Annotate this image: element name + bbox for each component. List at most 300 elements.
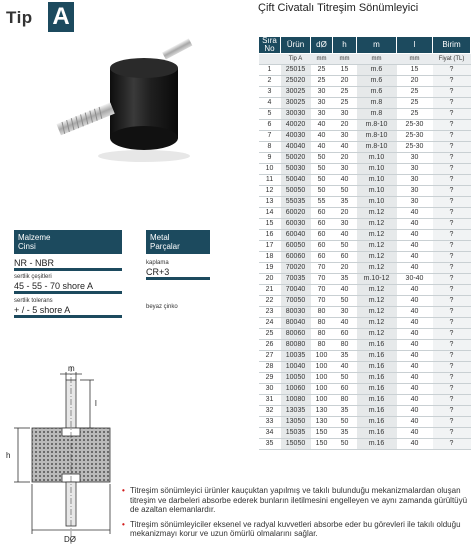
cell-d: 70: [311, 285, 333, 296]
cell-d: 100: [311, 373, 333, 384]
material-type: NR - NBR: [14, 258, 54, 268]
cell-d: 80: [311, 329, 333, 340]
tip-badge: A: [48, 2, 74, 32]
unit-no: [259, 54, 281, 65]
metal-coating-label: kaplama: [146, 260, 169, 266]
note-text: Titreşim sönümleyiciler eksenel ve radyal kuvvetleri absorbe eder bu görevleri ile takılı olduğu mekanizmayı korur ve uzun ömürlü olmalarını sağlar.: [130, 519, 461, 538]
table-row: [259, 76, 471, 87]
cell-d: 130: [311, 417, 333, 428]
cell-h: 35: [333, 406, 357, 417]
cell-h: 60: [333, 252, 357, 263]
table-row: [259, 296, 471, 307]
cell-d: 60: [311, 219, 333, 230]
cell-m: m.16: [357, 439, 397, 450]
cell-m: m.10: [357, 197, 397, 208]
table-row: [259, 329, 471, 340]
product-photo: [48, 38, 208, 188]
cell-h: 30: [333, 131, 357, 142]
cell-h: 15: [333, 65, 357, 76]
cell-d: 80: [311, 307, 333, 318]
cell-l: 40: [397, 362, 433, 373]
cell-m: m.16: [357, 373, 397, 384]
cell-l: 15: [397, 65, 433, 76]
header-price: Birim: [433, 37, 471, 54]
cell-no: 7: [259, 131, 281, 142]
cell-d: 150: [311, 439, 333, 450]
technical-drawing: [2, 362, 124, 552]
material-hardness-label: sertlik çeşitleri: [14, 274, 52, 280]
cell-l: 25-30: [397, 142, 433, 153]
cell-price: ?: [433, 175, 471, 186]
cell-code: 60020: [281, 208, 311, 219]
cell-m: m.12: [357, 230, 397, 241]
cell-code: 25020: [281, 76, 311, 87]
cell-h: 40: [333, 362, 357, 373]
cell-m: m.12: [357, 208, 397, 219]
cell-code: 40030: [281, 131, 311, 142]
cell-no: 32: [259, 406, 281, 417]
table-row: [259, 142, 471, 153]
cell-l: 40: [397, 318, 433, 329]
cell-h: 35: [333, 274, 357, 285]
cell-code: 15050: [281, 439, 311, 450]
cell-price: ?: [433, 230, 471, 241]
cell-m: m.16: [357, 362, 397, 373]
cell-price: ?: [433, 120, 471, 131]
cell-price: ?: [433, 362, 471, 373]
cell-m: m.6: [357, 87, 397, 98]
notes: [122, 486, 472, 544]
cell-d: 60: [311, 252, 333, 263]
cell-price: ?: [433, 417, 471, 428]
cell-code: 55035: [281, 197, 311, 208]
cell-no: 26: [259, 340, 281, 351]
cell-price: ?: [433, 109, 471, 120]
cell-d: 100: [311, 351, 333, 362]
cell-d: 70: [311, 263, 333, 274]
cell-l: 40: [397, 296, 433, 307]
cell-l: 25: [397, 109, 433, 120]
table-row: [259, 263, 471, 274]
table-row: [259, 153, 471, 164]
cell-no: 31: [259, 395, 281, 406]
table-row: [259, 197, 471, 208]
cell-code: 80030: [281, 307, 311, 318]
cell-code: 30025: [281, 98, 311, 109]
cell-h: 35: [333, 351, 357, 362]
cell-l: 40: [397, 230, 433, 241]
cell-m: m.10-12: [357, 274, 397, 285]
metal-coating-row: [146, 260, 210, 280]
cell-price: ?: [433, 373, 471, 384]
cell-code: 50030: [281, 164, 311, 175]
material-tolerance-row: [14, 298, 122, 318]
cell-l: 40: [397, 351, 433, 362]
cell-l: 40: [397, 263, 433, 274]
material-hardness: 45 - 55 - 70 shore A: [14, 281, 94, 291]
cell-h: 35: [333, 197, 357, 208]
cell-code: 70040: [281, 285, 311, 296]
cell-h: 40: [333, 142, 357, 153]
cell-m: m.8-10: [357, 142, 397, 153]
cell-h: 40: [333, 285, 357, 296]
unit-m: mm: [357, 54, 397, 65]
cell-code: 25015: [281, 65, 311, 76]
table-row: [259, 340, 471, 351]
table-row: [259, 120, 471, 131]
cell-d: 60: [311, 241, 333, 252]
cell-h: 60: [333, 384, 357, 395]
cell-h: 40: [333, 175, 357, 186]
cell-l: 40: [397, 252, 433, 263]
table-row: [259, 428, 471, 439]
cell-m: m.16: [357, 406, 397, 417]
material-hardness-row: [14, 274, 122, 294]
material-header-line2: Cinsi: [18, 242, 36, 251]
cell-code: 40020: [281, 120, 311, 131]
cell-m: m.16: [357, 340, 397, 351]
cell-d: 60: [311, 230, 333, 241]
unit-code: Tip A: [281, 54, 311, 65]
cell-no: 28: [259, 362, 281, 373]
cell-code: 60030: [281, 219, 311, 230]
cell-m: m.12: [357, 329, 397, 340]
table-row: [259, 109, 471, 120]
cell-d: 25: [311, 76, 333, 87]
table-row: [259, 406, 471, 417]
cell-price: ?: [433, 142, 471, 153]
cell-h: 50: [333, 296, 357, 307]
cell-m: m.8: [357, 109, 397, 120]
cell-price: ?: [433, 406, 471, 417]
table-row: [259, 87, 471, 98]
cell-price: ?: [433, 351, 471, 362]
cell-no: 12: [259, 186, 281, 197]
cell-d: 25: [311, 65, 333, 76]
cell-h: 50: [333, 241, 357, 252]
cell-h: 20: [333, 76, 357, 87]
table-row: [259, 285, 471, 296]
cell-m: m.6: [357, 65, 397, 76]
unit-d: mm: [311, 54, 333, 65]
cell-h: 25: [333, 87, 357, 98]
cell-code: 10040: [281, 362, 311, 373]
unit-price: Fiyat (TL): [433, 54, 471, 65]
cell-d: 100: [311, 384, 333, 395]
cell-l: 25-30: [397, 120, 433, 131]
table-row: [259, 131, 471, 142]
cell-d: 40: [311, 131, 333, 142]
cell-l: 40: [397, 285, 433, 296]
cell-h: 50: [333, 439, 357, 450]
cell-h: 40: [333, 230, 357, 241]
cell-code: 70050: [281, 296, 311, 307]
cell-m: m.10: [357, 186, 397, 197]
cell-no: 34: [259, 428, 281, 439]
cell-d: 130: [311, 406, 333, 417]
table-row: [259, 65, 471, 76]
bullet-icon: •: [122, 486, 125, 495]
cell-h: 35: [333, 428, 357, 439]
cell-price: ?: [433, 384, 471, 395]
note-text: Titreşim sönümleyici ürünler kauçuktan yapılmış ve takılı bulunduğu mekanizmalardan oluşan titreşim ve darbeleri absorbe ederek bunların iletilmesini engelleyen ve aynı zamanda gürültüyü de azaltan elemanlardır.: [130, 486, 468, 514]
cell-price: ?: [433, 153, 471, 164]
cell-m: m.12: [357, 263, 397, 274]
cell-d: 50: [311, 153, 333, 164]
metal-header-line1: Metal: [150, 233, 170, 242]
metal-header: [146, 230, 210, 254]
cell-l: 40: [397, 417, 433, 428]
cell-l: 30: [397, 164, 433, 175]
table-row: [259, 439, 471, 450]
unit-l: mm: [397, 54, 433, 65]
cell-no: 35: [259, 439, 281, 450]
cell-m: m.8: [357, 98, 397, 109]
cell-no: 20: [259, 274, 281, 285]
drawing-label-m: m: [68, 364, 75, 373]
cell-no: 5: [259, 109, 281, 120]
cell-m: m.16: [357, 417, 397, 428]
cell-l: 40: [397, 340, 433, 351]
cell-no: 1: [259, 65, 281, 76]
cell-price: ?: [433, 131, 471, 142]
header-m: m: [357, 37, 397, 54]
cell-l: 40: [397, 428, 433, 439]
cell-no: 21: [259, 285, 281, 296]
cell-m: m.12: [357, 318, 397, 329]
cell-d: 50: [311, 186, 333, 197]
cell-code: 10035: [281, 351, 311, 362]
cell-price: ?: [433, 428, 471, 439]
cell-m: m.12: [357, 285, 397, 296]
cell-h: 30: [333, 109, 357, 120]
cell-h: 25: [333, 98, 357, 109]
cell-h: 20: [333, 263, 357, 274]
cell-h: 30: [333, 219, 357, 230]
drawing-label-h: h: [6, 451, 11, 460]
cell-no: 24: [259, 318, 281, 329]
cell-l: 30: [397, 197, 433, 208]
cell-h: 40: [333, 318, 357, 329]
cell-no: 6: [259, 120, 281, 131]
material-tolerance: + / - 5 shore A: [14, 305, 71, 315]
cell-l: 40: [397, 439, 433, 450]
cell-m: m.16: [357, 351, 397, 362]
cell-h: 50: [333, 186, 357, 197]
cell-l: 25: [397, 87, 433, 98]
cell-no: 8: [259, 142, 281, 153]
cell-price: ?: [433, 98, 471, 109]
cell-code: 10050: [281, 373, 311, 384]
cell-price: ?: [433, 208, 471, 219]
table-row: [259, 164, 471, 175]
cell-l: 30: [397, 153, 433, 164]
cell-m: m.10: [357, 153, 397, 164]
page-title: Çift Civatalı Titreşim Sönümleyici: [258, 2, 419, 14]
header-no: Sıra No: [259, 37, 281, 54]
material-header: [14, 230, 122, 254]
cell-d: 30: [311, 109, 333, 120]
cell-l: 30-40: [397, 274, 433, 285]
table-row: [259, 318, 471, 329]
cell-price: ?: [433, 340, 471, 351]
table-row: [259, 351, 471, 362]
table-unit-row: [259, 54, 471, 65]
table-row: [259, 373, 471, 384]
cell-l: 40: [397, 219, 433, 230]
cell-no: 13: [259, 197, 281, 208]
cell-h: 50: [333, 417, 357, 428]
cell-l: 40: [397, 395, 433, 406]
cell-price: ?: [433, 307, 471, 318]
cell-l: 40: [397, 208, 433, 219]
cell-no: 17: [259, 241, 281, 252]
cell-price: ?: [433, 219, 471, 230]
unit-h: mm: [333, 54, 357, 65]
table-row: [259, 208, 471, 219]
cell-m: m.12: [357, 219, 397, 230]
cell-m: m.8-10: [357, 120, 397, 131]
cell-code: 13050: [281, 417, 311, 428]
cell-d: 80: [311, 318, 333, 329]
note-item: [122, 486, 472, 515]
cell-m: m.12: [357, 296, 397, 307]
cell-no: 23: [259, 307, 281, 318]
table-row: [259, 186, 471, 197]
cell-code: 10060: [281, 384, 311, 395]
cell-price: ?: [433, 296, 471, 307]
cell-m: m.16: [357, 395, 397, 406]
cell-m: m.16: [357, 428, 397, 439]
header-h: h: [333, 37, 357, 54]
cell-h: 80: [333, 395, 357, 406]
cell-d: 70: [311, 296, 333, 307]
cell-h: 50: [333, 373, 357, 384]
cell-h: 30: [333, 164, 357, 175]
cell-no: 4: [259, 98, 281, 109]
cell-no: 25: [259, 329, 281, 340]
cell-no: 30: [259, 384, 281, 395]
cell-code: 13035: [281, 406, 311, 417]
cell-l: 40: [397, 307, 433, 318]
cell-code: 80040: [281, 318, 311, 329]
cell-code: 50050: [281, 186, 311, 197]
cell-m: m.12: [357, 307, 397, 318]
cell-l: 25-30: [397, 131, 433, 142]
cell-l: 40: [397, 329, 433, 340]
cell-l: 40: [397, 384, 433, 395]
cell-h: 80: [333, 340, 357, 351]
cell-code: 80060: [281, 329, 311, 340]
cell-price: ?: [433, 252, 471, 263]
material-tolerance-label: sertlik tolerans: [14, 298, 53, 304]
table-row: [259, 384, 471, 395]
cell-no: 27: [259, 351, 281, 362]
cell-no: 29: [259, 373, 281, 384]
cell-no: 3: [259, 87, 281, 98]
table-row: [259, 252, 471, 263]
cell-l: 20: [397, 76, 433, 87]
table-header-row: [259, 37, 471, 54]
header-d: dØ: [311, 37, 333, 54]
cell-d: 60: [311, 208, 333, 219]
cell-no: 11: [259, 175, 281, 186]
cell-h: 20: [333, 153, 357, 164]
table-row: [259, 175, 471, 186]
table-row: [259, 307, 471, 318]
cell-d: 80: [311, 340, 333, 351]
metal-header-line2: Parçalar: [150, 242, 180, 251]
cell-l: 25: [397, 98, 433, 109]
table-row: [259, 274, 471, 285]
cell-price: ?: [433, 87, 471, 98]
cell-price: ?: [433, 395, 471, 406]
cell-no: 2: [259, 76, 281, 87]
cell-d: 50: [311, 164, 333, 175]
cell-d: 40: [311, 120, 333, 131]
cell-code: 70035: [281, 274, 311, 285]
cell-d: 30: [311, 98, 333, 109]
cell-m: m.6: [357, 76, 397, 87]
table-row: [259, 395, 471, 406]
cell-code: 30030: [281, 109, 311, 120]
material-type-row: [14, 258, 122, 271]
table-row: [259, 241, 471, 252]
cell-m: m.12: [357, 252, 397, 263]
drawing-label-l: l: [95, 399, 97, 408]
cell-m: m.10: [357, 164, 397, 175]
cell-d: 30: [311, 87, 333, 98]
cell-code: 60060: [281, 252, 311, 263]
cell-l: 40: [397, 406, 433, 417]
cell-price: ?: [433, 241, 471, 252]
cell-no: 16: [259, 230, 281, 241]
cell-price: ?: [433, 274, 471, 285]
bullet-icon: •: [122, 519, 125, 529]
cell-price: ?: [433, 186, 471, 197]
spec-table: [258, 36, 471, 450]
cell-code: 70020: [281, 263, 311, 274]
cell-price: ?: [433, 164, 471, 175]
cell-h: 20: [333, 208, 357, 219]
cell-d: 70: [311, 274, 333, 285]
metal-note: beyaz çinko: [146, 304, 178, 310]
cell-m: m.16: [357, 384, 397, 395]
cell-l: 40: [397, 241, 433, 252]
cell-d: 55: [311, 197, 333, 208]
cell-d: 100: [311, 395, 333, 406]
cell-l: 30: [397, 175, 433, 186]
cell-m: m.10: [357, 175, 397, 186]
cell-price: ?: [433, 318, 471, 329]
metal-coating: CR+3: [146, 267, 170, 277]
table-row: [259, 230, 471, 241]
cell-code: 60050: [281, 241, 311, 252]
header-code: Ürün: [281, 37, 311, 54]
cell-no: 15: [259, 219, 281, 230]
cell-code: 40040: [281, 142, 311, 153]
note-item: [122, 520, 472, 539]
cell-d: 150: [311, 428, 333, 439]
cell-m: m.8-10: [357, 131, 397, 142]
cell-d: 100: [311, 362, 333, 373]
tip-label: Tip: [6, 8, 33, 27]
cell-code: 80080: [281, 340, 311, 351]
cell-price: ?: [433, 285, 471, 296]
header-l: l: [397, 37, 433, 54]
cell-code: 30025: [281, 87, 311, 98]
cell-l: 40: [397, 373, 433, 384]
